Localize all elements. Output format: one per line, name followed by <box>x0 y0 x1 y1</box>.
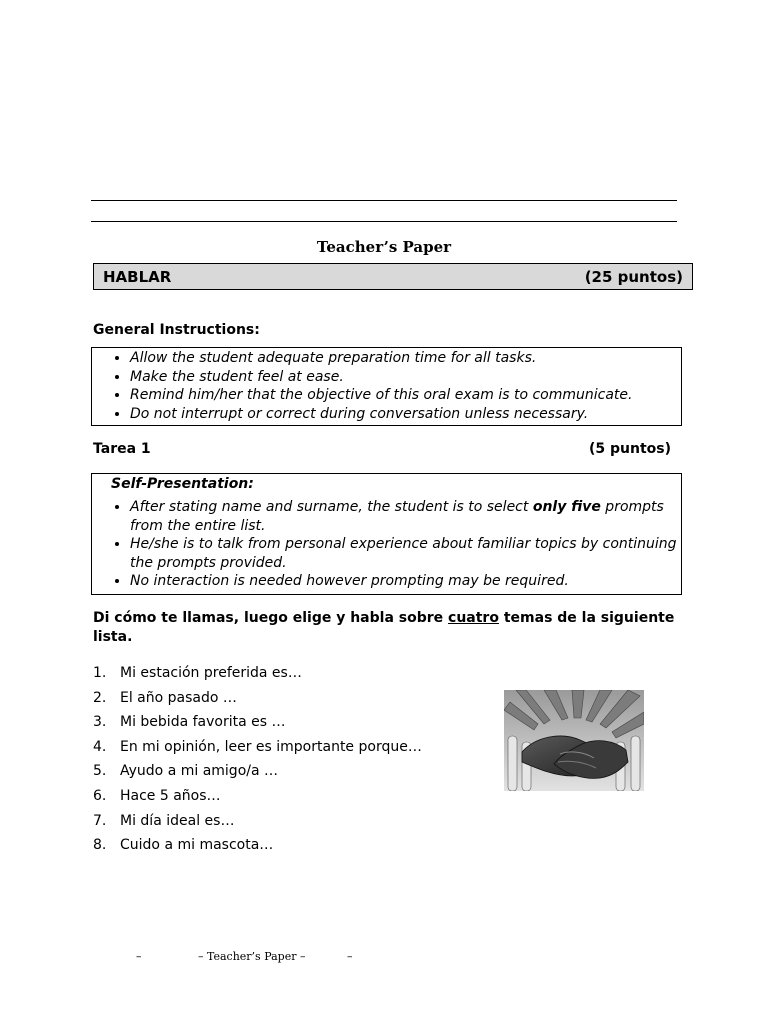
page-footer <box>0 950 768 966</box>
topic-item <box>93 811 422 836</box>
section-header <box>93 263 693 290</box>
prompt-text: temas de la siguiente lista. <box>93 610 675 645</box>
topic-item <box>93 712 422 737</box>
footer-left-dash: – <box>136 950 142 963</box>
topic-number: 5. <box>93 763 107 780</box>
section-points: (25 puntos) <box>584 267 683 286</box>
general-instructions-label: General Instructions: <box>93 322 260 338</box>
topic-text: Mi estación preferida es… <box>120 665 302 681</box>
topic-number: 3. <box>93 714 107 731</box>
task-label: Tarea 1 <box>93 441 151 457</box>
topic-list <box>93 663 422 860</box>
topic-number: 6. <box>93 787 107 804</box>
topic-number: 4. <box>93 738 107 755</box>
topic-text: En mi opinión, leer es importante porque… <box>120 738 422 755</box>
self-presentation-list <box>92 498 681 591</box>
instruction-item: • Do not interrupt or correct during conversation unless necessary. <box>130 405 681 424</box>
topic-item <box>93 737 422 762</box>
prompt-underlined: cuatro <box>448 610 499 626</box>
self-presentation-box <box>91 473 682 595</box>
topic-text: Ayudo a mi amigo/a … <box>120 763 278 780</box>
topic-text: Cuido a mi mascota… <box>120 837 274 854</box>
topic-item <box>93 786 422 811</box>
self-presentation-item: • He/she is to talk from personal experience about familiar topics by continuing the prompts provided. <box>130 535 681 572</box>
instruction-item: • Remind him/her that the objective of this oral exam is to communicate. <box>130 386 681 405</box>
topic-item <box>93 835 422 860</box>
handshake-illustration <box>504 690 644 791</box>
top-rule-1 <box>91 200 677 201</box>
topic-number: 8. <box>93 837 107 854</box>
general-instructions-box <box>91 347 682 426</box>
task-prompt <box>93 609 693 647</box>
footer-right-dash: – <box>347 950 353 963</box>
instruction-item: • Make the student feel at ease. <box>130 368 681 387</box>
self-presentation-title: Self-Presentation: <box>111 476 254 492</box>
emphasis-text: only five <box>532 499 601 515</box>
self-presentation-item: • No interaction is needed however prompting may be required. <box>130 572 681 591</box>
page-title: Teacher’s Paper <box>316 238 452 256</box>
item-text: After stating name and surname, the student is to select <box>130 499 533 515</box>
prompt-text: Di cómo te llamas, luego elige y habla sobre <box>93 610 449 626</box>
handshake-photo <box>504 690 644 791</box>
topic-text: Mi bebida favorita es … <box>120 714 286 731</box>
topic-text: El año pasado … <box>120 689 237 706</box>
topic-number: 2. <box>93 689 107 706</box>
task-points: (5 puntos) <box>588 441 671 457</box>
self-presentation-item <box>130 498 681 535</box>
instruction-item: • Allow the student adequate preparation time for all tasks. <box>130 349 681 368</box>
topic-number: 7. <box>93 812 107 829</box>
task-header <box>93 441 671 457</box>
topic-item <box>93 761 422 786</box>
topic-text: Hace 5 años… <box>120 787 221 804</box>
topic-number: 1. <box>93 665 107 681</box>
section-name: HABLAR <box>103 267 172 286</box>
topic-item <box>93 663 422 688</box>
item-text: prompts from the entire list. <box>130 499 664 534</box>
general-instructions-list <box>92 349 681 423</box>
top-rule-2 <box>91 221 677 222</box>
topic-text: Mi día ideal es… <box>120 812 235 829</box>
topic-item <box>93 688 422 713</box>
footer-title: – Teacher’s Paper – <box>198 950 306 963</box>
